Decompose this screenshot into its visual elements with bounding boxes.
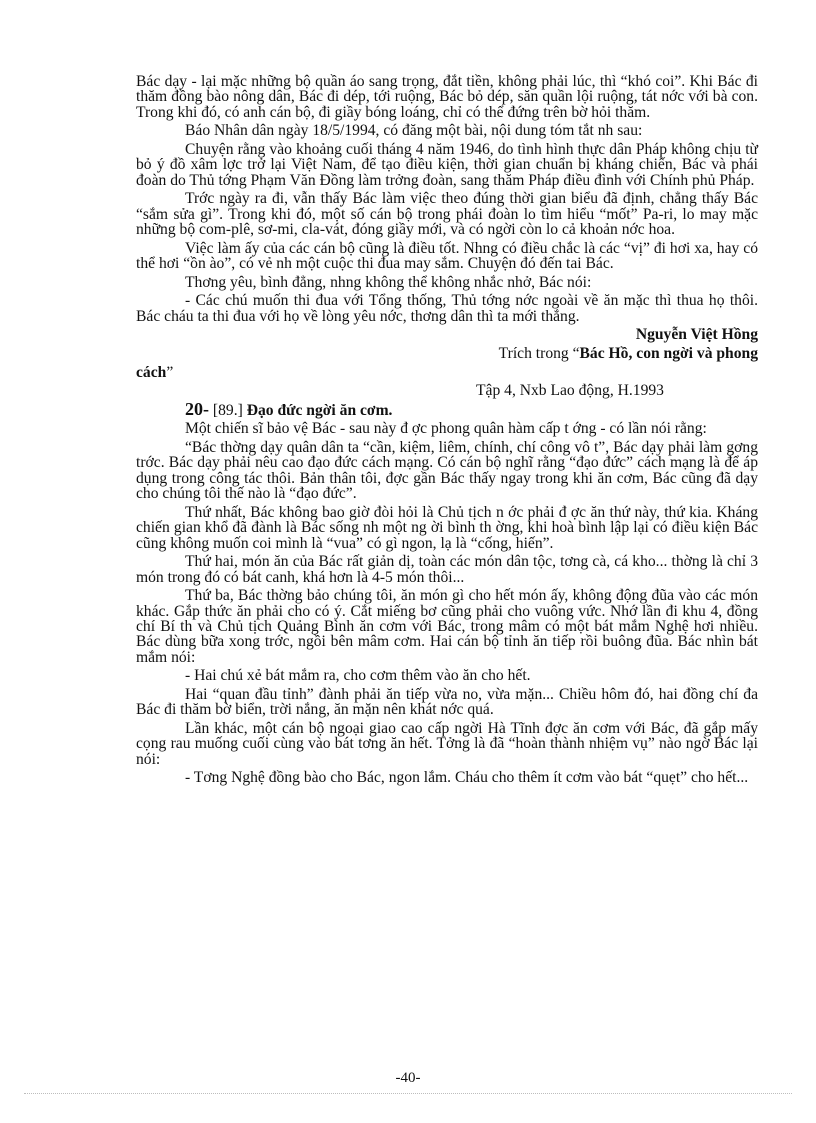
page-body [136, 74, 758, 789]
paragraph: - Các chú muốn thi đua với Tổng thống, Thủ tớng nớc ngoài về ăn mặc thì thua họ thôi. Bác cháu ta thi đua với họ về lòng yêu nớc, thơng dân thì ta mới thắng. [136, 292, 758, 325]
paragraph: Việc làm ấy của các cán bộ cũng là điều tốt. Nhng có điều chắc là các “vị” đi hơi xa, hay có thể hơi “ồn ào”, có vẻ nh một cuộc thi đua may sắm. Chuyện đó đến tai Bác. [136, 239, 758, 273]
paragraph: Trớc ngày ra đi, vẫn thấy Bác làm việc theo đúng thời gian biểu đã định, chẳng thấy Bác “sắm sửa gì”. Trong khi đó, một số cán bộ trong phái đoàn lo tìm hiểu “mốt” Pa-ri, lo may mặc những bộ com-plê, sơ-mi, cla-vát, đóng giầy mới, và có ngời còn lo cả khoản nớc hoa. [136, 190, 758, 239]
paragraph: Một chiến sĩ bảo vệ Bác - sau này đ ợc phong quân hàm cấp t ớng - có lần nói rằng: [185, 420, 707, 438]
source-title-continued: cách” [136, 363, 174, 381]
paragraph: Chuyện rằng vào khoảng cuối tháng 4 năm 1946, do tình hình thực dân Pháp không chịu từ bỏ ý đồ xâm lợc trở lại Việt Nam, để tạo điều kiện, thời gian chuẩn bị kháng chiến, Bác và phái đoàn do Thủ tớng Phạm Văn Đồng làm trởng đoàn, sang thăm Pháp điều đình với Chính phủ Pháp. [136, 141, 758, 189]
section-heading [136, 398, 758, 419]
section-ref: [89.] [212, 401, 243, 419]
paragraph: Thứ ba, Bác thờng bảo chúng tôi, ăn món gì cho hết món ấy, không động đũa vào các món khác. Gắp thức ăn phải cho có ý. Cắt miếng bơ cũng phải cho vuông vức. Nhớ lần đi khu 4, đồng chí Bí th và Chủ tịch Quảng Bình ăn cơm với Bác, trong mâm có một bát mắm Nghệ hơi nhiều. Bác dùng bữa xong trớc, ngồi bên mâm cơm. Hai cán bộ tỉnh ăn tiếp rồi buông đũa. Bác nhìn bát mắm nói: [136, 587, 758, 666]
paragraph: Thứ hai, món ăn của Bác rất giản dị, toàn các món dân tộc, tơng cà, cá kho... thờng là chỉ 3 món trong đó có bát canh, khá hơn là 4-5 món thôi... [136, 553, 758, 586]
paragraph: Thơng yêu, bình đẳng, nhng không thể không nhắc nhở, Bác nói: [185, 273, 592, 291]
section-number: 20- [185, 398, 209, 419]
paragraph: - Hai chú xẻ bát mắm ra, cho cơm thêm vào ăn cho hết. [185, 667, 531, 685]
page-number: -40- [395, 1070, 421, 1086]
source-citation [136, 346, 758, 361]
section-title: Đạo đức ngời ăn cơm. [246, 401, 393, 419]
paragraph: “Bác thờng dạy quân dân ta “cần, kiệm, liêm, chính, chí công vô t”, Bác dạy phải làm gơng trớc. Bác dạy phải nêu cao đạo đức cách mạng. Có cán bộ nghĩ rằng “đạo đức” cách mạng là để áp dụng trong công tác thôi. Bản thân tôi, đợc gần Bác thấy ngay trong khi ăn cơm, Bác cũng đã dạy cho chúng tôi thế nào là “đạo đức”. [136, 438, 758, 503]
footer-divider [24, 1093, 792, 1094]
source-suffix: ” [166, 363, 174, 381]
paragraph: - Tơng Nghệ đồng bào cho Bác, ngon lắm. Cháu cho thêm ít cơm vào bát “quẹt” cho hết... [185, 769, 749, 787]
author-signature: Nguyễn Việt Hồng [635, 326, 758, 344]
publication-info: Tập 4, Nxb Lao động, H.1993 [476, 382, 664, 400]
paragraph: Bác dạy - lại mặc những bộ quần áo sang trọng, đắt tiền, không phải lúc, thì “khó coi”. Khi Bác đi thăm đồng bào nông dân, Bác đi dép, tới ruộng, Bác bỏ dép, săn quần lội ruộng, tát nớc với bà con. Trong khi đó, có anh cán bộ, đi giầy bóng loáng, chỉ có thể đứng trên bờ hỏi thăm. [136, 73, 758, 121]
paragraph: Hai “quan đầu tỉnh” đành phải ăn tiếp vừa no, vừa mặn... Chiều hôm đó, hai đồng chí đa Bác đi thăm bờ biển, trời nắng, ăn mặn nên khát nớc quá. [136, 686, 758, 719]
source-title: Bác Hồ, con ngời và phong [579, 345, 758, 362]
paragraph: Báo Nhân dân ngày 18/5/1994, có đăng một bài, nội dung tóm tắt nh sau: [185, 122, 643, 140]
paragraph: Lần khác, một cán bộ ngoại giao cao cấp ngời Hà Tĩnh đợc ăn cơm với Bác, đã gắp mấy cọng rau muống cuối cùng vào bát tơng ăn hết. Tởng là đã “hoàn thành nhiệm vụ” nào ngờ Bác lại nói: [136, 720, 758, 768]
source-prefix: Trích trong “ [498, 345, 580, 362]
paragraph: Thứ nhất, Bác không bao giờ đòi hỏi là Chủ tịch n ớc phải đ ợc ăn thứ này, thứ kia. Kháng chiến gian khổ đã đành là Bác sống nh một ng ời bình th ờng, khi hoà bình lập lại có điều kiện Bác cũng không muốn coi mình là “vua” có gì ngon, lạ là “cống, hiến”. [136, 503, 758, 552]
